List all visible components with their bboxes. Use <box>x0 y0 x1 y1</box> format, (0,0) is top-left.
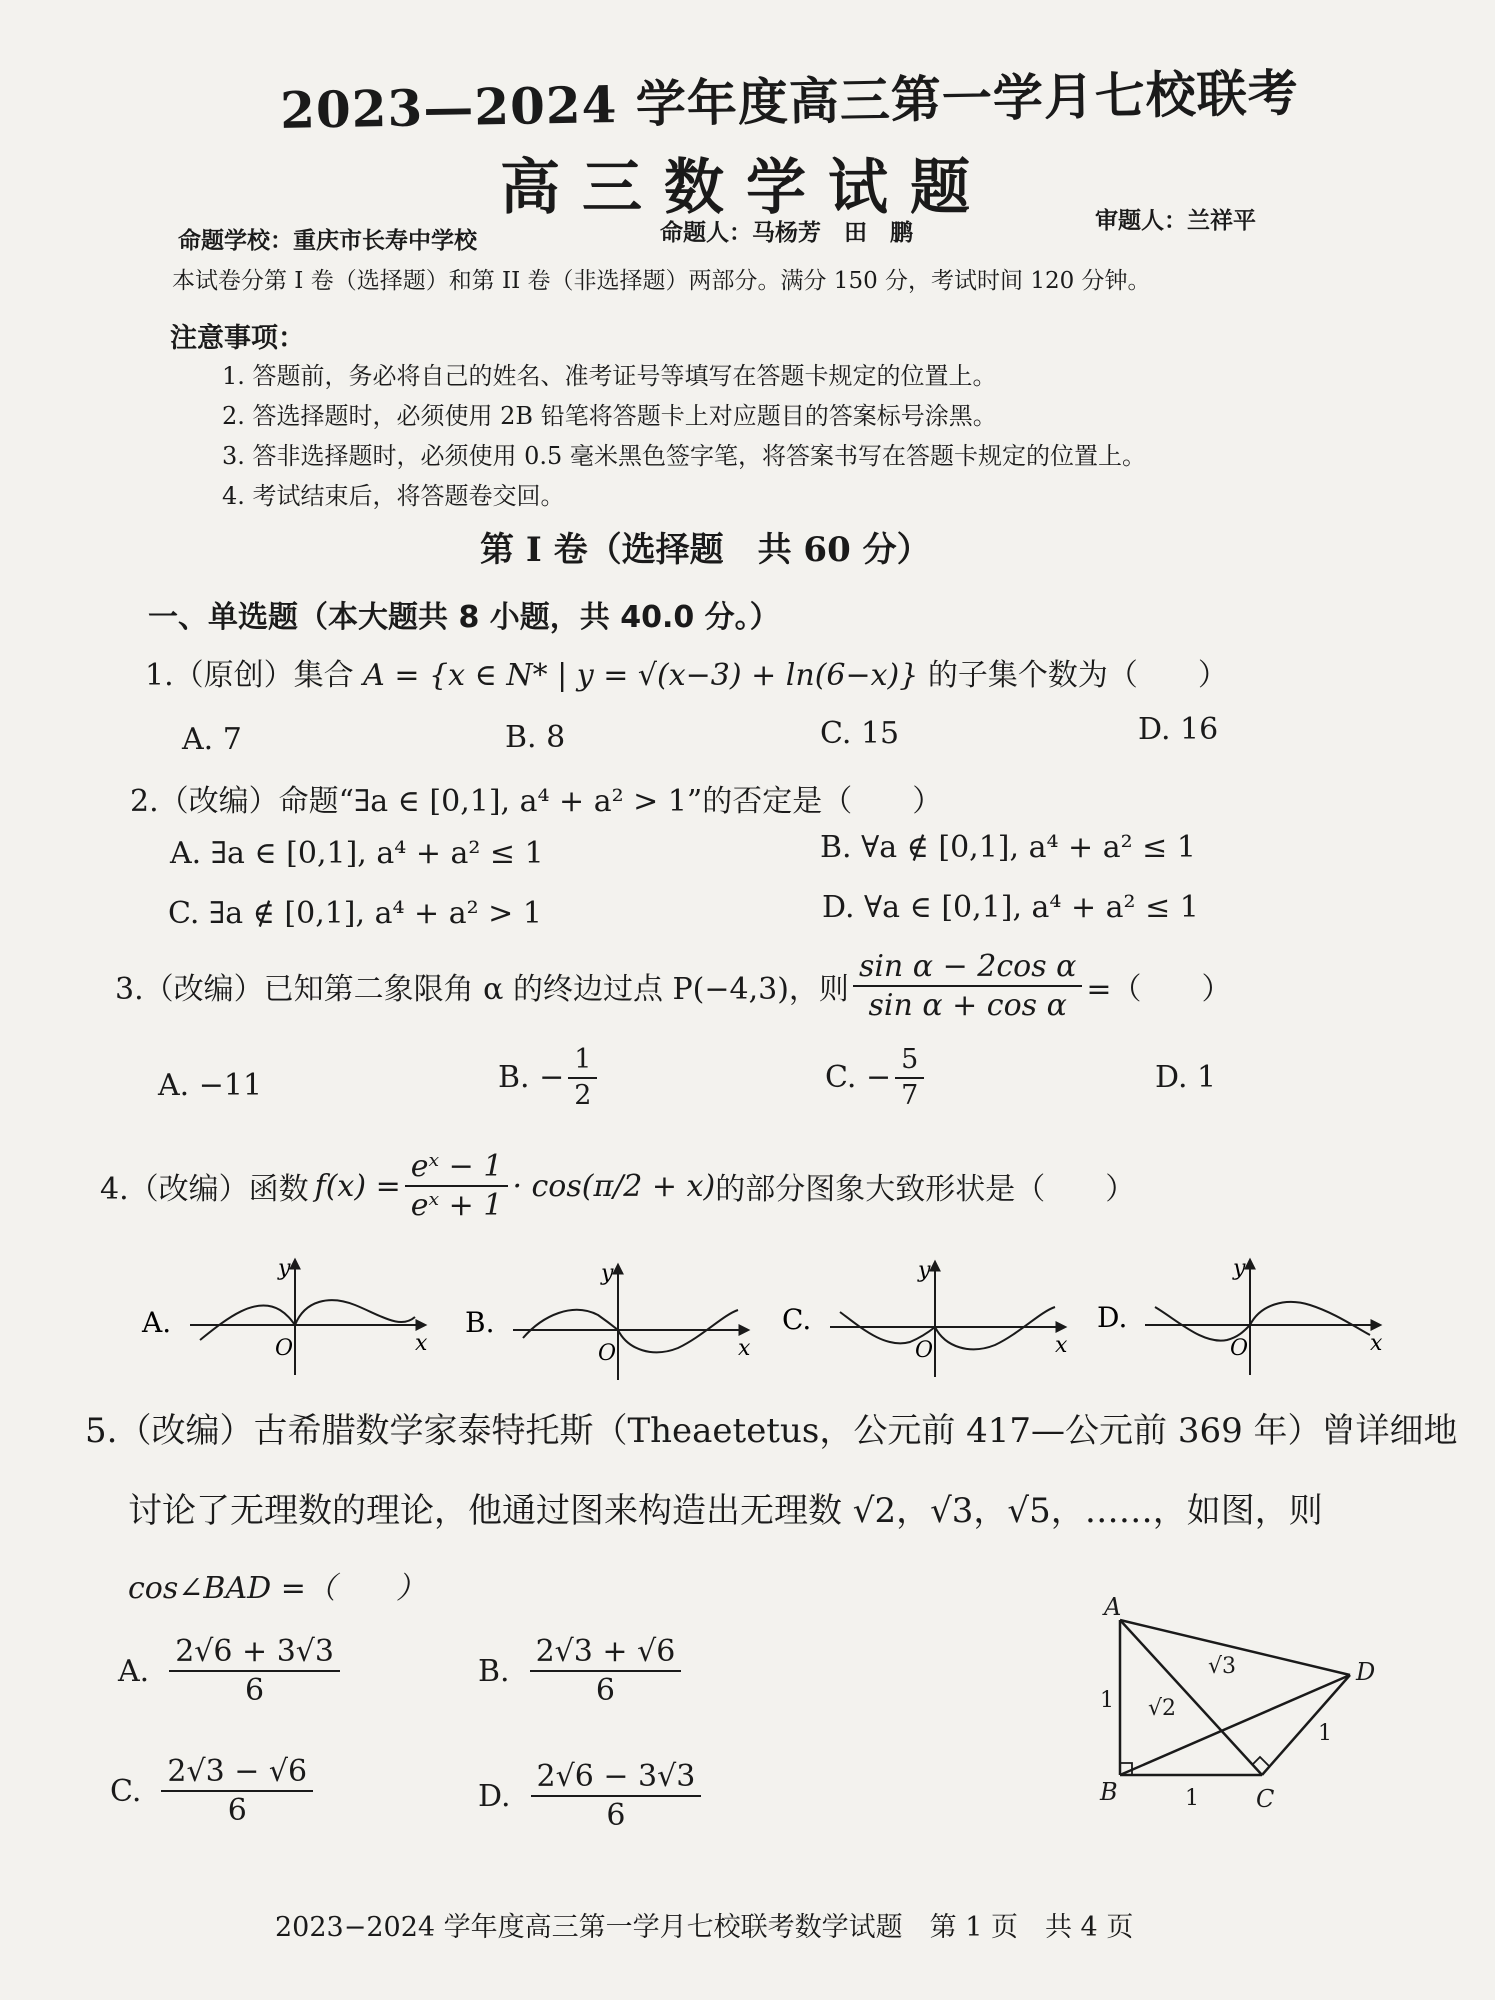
q4-graph-c <box>782 1258 1068 1377</box>
q2-option-d: D. ∀a ∈ [0,1], a⁴ + a² ≤ 1 <box>822 890 1199 925</box>
q4-graph-b-label: B. <box>465 1306 495 1339</box>
x-axis-label: x <box>1055 1333 1068 1358</box>
question-2: 2.（改编）命题“∃a ∈ [0,1], a⁴ + a² > 1”的否定是（ ） <box>130 784 943 819</box>
q4-fx: f(x) = <box>314 1168 401 1204</box>
q1-option-d: D. 16 <box>1138 712 1219 747</box>
question-3 <box>115 950 1232 1022</box>
q4-suffix: 的部分图象大致形状是（ ） <box>715 1172 1136 1207</box>
length-bc-label: 1 <box>1185 1786 1199 1811</box>
q5-option-b-num: 2√3 + √6 <box>530 1635 682 1672</box>
segment-cd <box>1262 1675 1350 1775</box>
q5-option-c-den: 6 <box>227 1793 247 1828</box>
part-heading: 一、单选题（本大题共 8 小题，共 40.0 分。） <box>148 600 780 635</box>
question-4 <box>100 1150 1135 1222</box>
authors-info: 命题人：马杨芳 田 鹏 <box>660 219 913 246</box>
q3-frac-num: sin α − 2cos α <box>853 950 1082 987</box>
q4-graph-c-label: C. <box>782 1303 812 1336</box>
length-ab-label: 1 <box>1100 1688 1114 1713</box>
question-5-line2: 讨论了无理数的理论，他通过图来构造出无理数 √2，√3，√5，……，如图，则 <box>128 1491 1323 1531</box>
q4-prefix: 4.（改编）函数 <box>100 1172 309 1207</box>
length-ac-label: √2 <box>1148 1696 1177 1721</box>
q3-option-c <box>825 1045 928 1110</box>
school-info: 命题学校：重庆市长寿中学校 <box>178 227 477 254</box>
q4-graphs <box>130 1255 1400 1385</box>
q4-graph-a-label: A. <box>142 1306 172 1339</box>
q5-option-c-num: 2√3 − √6 <box>161 1755 313 1792</box>
q5-option-b-label: B. <box>478 1653 510 1689</box>
q5-option-d <box>478 1760 705 1832</box>
exam-title: 2023—2024 学年度高三第一学月七校联考 <box>279 63 1300 140</box>
length-ad-label: √3 <box>1208 1654 1237 1679</box>
q5-option-d-num: 2√6 − 3√3 <box>531 1760 702 1797</box>
q3-tail: =（ ） <box>1086 972 1232 1007</box>
q5-option-a-den: 6 <box>245 1673 265 1708</box>
q4-fraction <box>405 1150 509 1222</box>
q4-graph-d-label: D. <box>1097 1301 1128 1334</box>
origin-label: O <box>915 1338 934 1363</box>
segment-ac <box>1120 1620 1262 1775</box>
q3-option-a: A. −11 <box>158 1068 263 1103</box>
point-a-label: A <box>1104 1595 1122 1621</box>
x-axis-label: x <box>738 1336 751 1361</box>
q3-option-b-frac <box>568 1045 597 1110</box>
y-axis-label: y <box>1233 1256 1246 1281</box>
exam-intro: 本试卷分第 I 卷（选择题）和第 II 卷（非选择题）两部分。满分 150 分，考试时间 120 分钟。 <box>172 268 1151 294</box>
q2-option-b: B. ∀a ∉ [0,1], a⁴ + a² ≤ 1 <box>820 830 1196 865</box>
q1-option-a: A. 7 <box>182 722 242 757</box>
q4-graph-a-curve <box>200 1300 415 1340</box>
q4-cos: · cos(π/2 + x) <box>512 1168 716 1204</box>
q3-option-c-frac <box>895 1045 924 1110</box>
y-axis-label: y <box>918 1258 931 1283</box>
question-5-line3: cos∠BAD =（ ） <box>128 1571 426 1606</box>
y-axis-label: y <box>601 1261 614 1286</box>
x-axis-label: x <box>1370 1331 1383 1356</box>
q3-option-b-label: B. − <box>498 1060 565 1096</box>
section-heading: 第 I 卷（选择题 共 60 分） <box>480 530 931 570</box>
q5-option-a-label: A. <box>118 1653 150 1689</box>
q5-option-d-den: 6 <box>606 1798 626 1833</box>
q5-option-c-frac <box>161 1755 313 1827</box>
q3-option-b-num: 1 <box>568 1045 597 1079</box>
x-axis-label: x <box>415 1331 428 1356</box>
q3-option-c-num: 5 <box>895 1045 924 1079</box>
point-b-label: B <box>1100 1778 1118 1806</box>
q4-graph-d <box>1097 1256 1383 1375</box>
question-1 <box>145 650 1228 694</box>
reviewer-info: 审题人：兰祥平 <box>1095 207 1256 234</box>
q5-option-c-label: C. <box>110 1773 142 1809</box>
q5-option-d-label: D. <box>478 1778 511 1814</box>
segment-bd <box>1120 1675 1350 1775</box>
q4-graph-a <box>141 1256 428 1375</box>
q5-option-b-den: 6 <box>595 1673 615 1708</box>
q4-graph-b-curve <box>523 1310 738 1352</box>
q3-option-d: D. 1 <box>1155 1060 1217 1095</box>
q1-option-c: C. 15 <box>820 716 900 751</box>
origin-label: O <box>275 1336 294 1361</box>
q1-prefix: 1.（原创）集合 <box>145 658 354 693</box>
q3-option-c-label: C. − <box>825 1060 892 1096</box>
page-footer: 2023−2024 学年度高三第一学月七校联考数学试题 第 1 页 共 4 页 <box>275 1912 1134 1943</box>
q5-option-d-frac <box>531 1760 702 1832</box>
q1-set: A = {x ∈ N* | y = √(x−3) + ln(6−x)} <box>363 658 919 693</box>
q3-option-b-den: 2 <box>574 1079 592 1111</box>
q5-option-a-num: 2√6 + 3√3 <box>169 1635 340 1672</box>
point-c-label: C <box>1256 1785 1275 1813</box>
origin-label: O <box>1230 1336 1249 1361</box>
exam-subtitle: 高三数学试题 <box>500 153 992 223</box>
q3-fraction <box>853 950 1082 1022</box>
length-cd-label: 1 <box>1318 1721 1332 1746</box>
notice-item: 2. 答选择题时，必须使用 2B 铅笔将答题卡上对应题目的答案标号涂黑。 <box>222 402 997 430</box>
q1-option-b: B. 8 <box>505 720 566 755</box>
q3-option-b <box>498 1045 601 1110</box>
q4-graph-d-curve <box>1155 1302 1370 1341</box>
q3-stem: 3.（改编）已知第二象限角 α 的终边过点 P(−4,3)，则 <box>115 972 849 1007</box>
q5-option-a-frac <box>169 1635 340 1707</box>
point-d-label: D <box>1356 1658 1376 1686</box>
q1-suffix: 的子集个数为（ ） <box>927 658 1228 693</box>
notice-item: 4. 考试结束后，将答题卷交回。 <box>222 482 565 510</box>
question-5-line1: 5.（改编）古希腊数学家泰特托斯（Theaetetus，公元前 417—公元前 369 年）曾详细地 <box>85 1411 1458 1451</box>
q5-option-a <box>118 1635 344 1707</box>
q4-graph-b <box>465 1261 751 1380</box>
q5-figure <box>1080 1595 1400 1835</box>
q3-frac-den: sin α + cos α <box>868 988 1067 1023</box>
notice-item: 3. 答非选择题时，必须使用 0.5 毫米黑色签字笔，将答案书写在答题卡规定的位置上。 <box>222 442 1146 470</box>
origin-label: O <box>598 1341 617 1366</box>
q2-option-c: C. ∃a ∉ [0,1], a⁴ + a² > 1 <box>168 896 542 931</box>
y-axis-label: y <box>278 1256 291 1281</box>
q3-option-c-den: 7 <box>901 1079 919 1111</box>
q5-option-c <box>110 1755 317 1827</box>
q4-graph-c-curve <box>840 1307 1055 1349</box>
q4-frac-num: eˣ − 1 <box>405 1150 509 1187</box>
notice-heading: 注意事项： <box>170 323 305 354</box>
q2-option-a: A. ∃a ∈ [0,1], a⁴ + a² ≤ 1 <box>170 836 544 871</box>
q5-option-b-frac <box>530 1635 682 1707</box>
notice-item: 1. 答题前，务必将自己的姓名、准考证号等填写在答题卡规定的位置上。 <box>222 362 997 390</box>
q4-frac-den: eˣ + 1 <box>410 1188 503 1223</box>
q5-option-b <box>478 1635 685 1707</box>
